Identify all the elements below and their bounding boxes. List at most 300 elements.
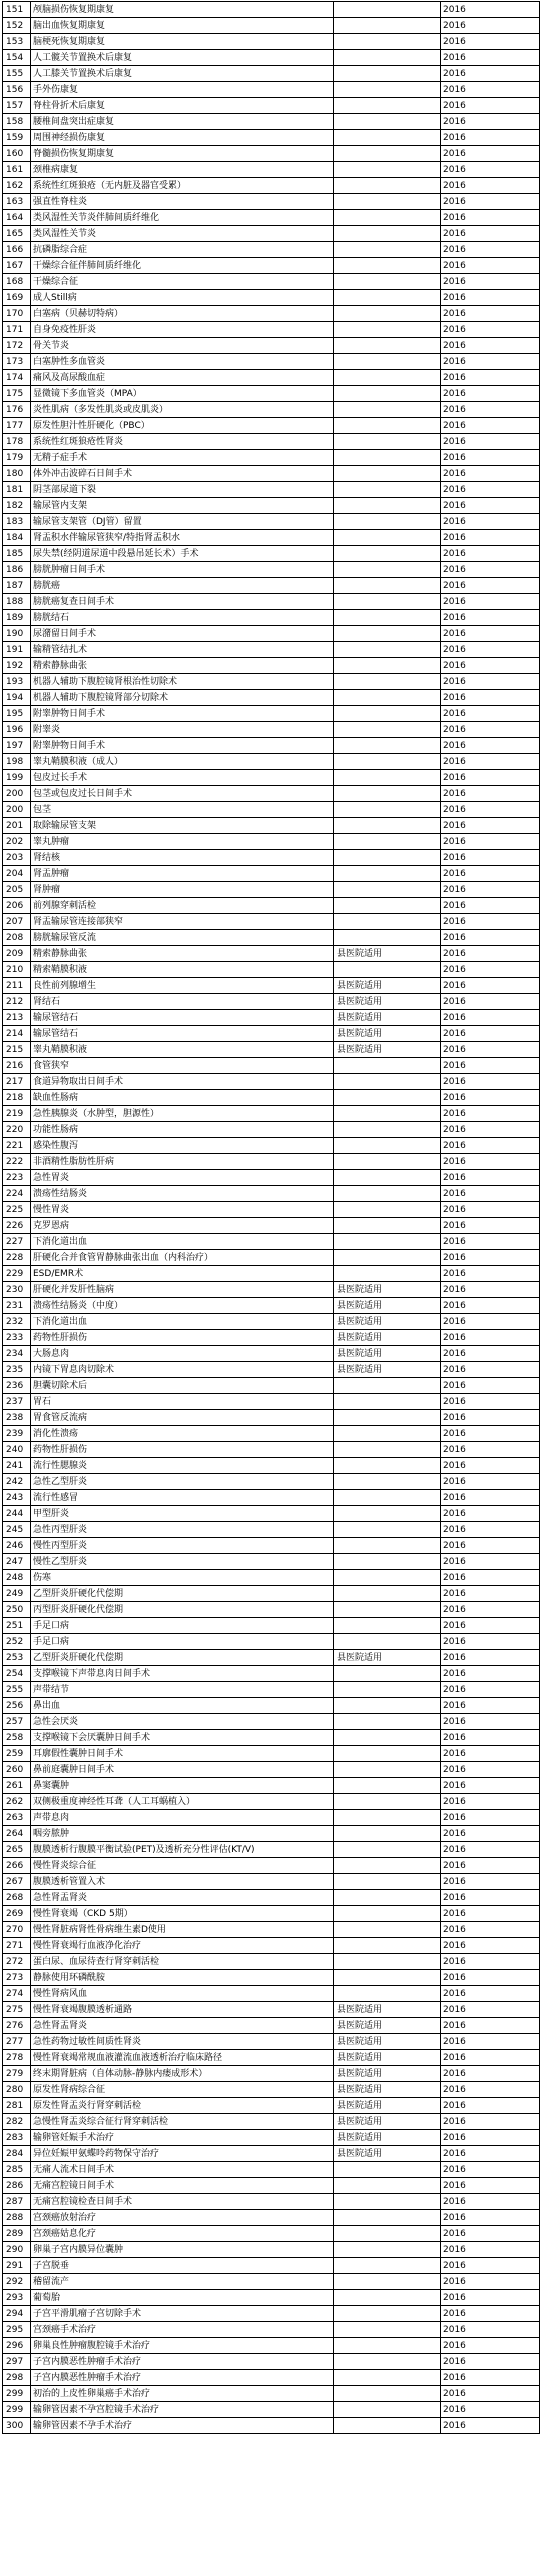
table-row	[3, 370, 540, 386]
pathway-name-cell: 急性丙型肝炎	[31, 1522, 334, 1538]
pathway-name-cell: 慢性肾衰竭（CKD 5期）	[31, 1906, 334, 1922]
table-row	[3, 1538, 540, 1554]
pathway-name-cell: 乙型肝炎肝硬化代偿期	[31, 1586, 334, 1602]
row-number-cell: 247	[3, 1554, 31, 1570]
pathway-name-cell: 慢性肾衰竭常规血液灌流血液透析治疗临床路径	[31, 2050, 334, 2066]
table-row	[3, 1218, 540, 1234]
row-number-cell: 182	[3, 498, 31, 514]
year-cell: 2016	[441, 738, 540, 754]
row-number-cell: 154	[3, 50, 31, 66]
row-number-cell: 241	[3, 1458, 31, 1474]
applicability-note-cell	[334, 1378, 441, 1394]
row-number-cell: 180	[3, 466, 31, 482]
applicability-note-cell	[334, 1938, 441, 1954]
table-body	[3, 2, 540, 2434]
pathway-name-cell: 急性药物过敏性间质性肾炎	[31, 2034, 334, 2050]
pathway-name-cell: 宫颈癌姑息化疗	[31, 2226, 334, 2242]
table-row	[3, 1282, 540, 1298]
pathway-name-cell: 葡萄胎	[31, 2290, 334, 2306]
year-cell: 2016	[441, 146, 540, 162]
pathway-name-cell: 乙型肝炎肝硬化代偿期	[31, 1650, 334, 1666]
table-row	[3, 610, 540, 626]
pathway-name-cell: 颅脑损伤恢复期康复	[31, 2, 334, 18]
row-number-cell: 221	[3, 1138, 31, 1154]
applicability-note-cell	[334, 1122, 441, 1138]
pathway-name-cell: 包茎	[31, 802, 334, 818]
row-number-cell: 213	[3, 1010, 31, 1026]
year-cell: 2016	[441, 434, 540, 450]
year-cell: 2016	[441, 674, 540, 690]
row-number-cell: 188	[3, 594, 31, 610]
pathway-name-cell: 卵巢良性肿瘤腹腔镜手术治疗	[31, 2338, 334, 2354]
year-cell: 2016	[441, 1314, 540, 1330]
table-row	[3, 82, 540, 98]
row-number-cell: 217	[3, 1074, 31, 1090]
year-cell: 2016	[441, 2178, 540, 2194]
row-number-cell: 159	[3, 130, 31, 146]
pathway-name-cell: 无痛宫腔镜检查日间手术	[31, 2194, 334, 2210]
table-row	[3, 1330, 540, 1346]
applicability-note-cell	[334, 2322, 441, 2338]
year-cell: 2016	[441, 1634, 540, 1650]
row-number-cell: 186	[3, 562, 31, 578]
row-number-cell: 226	[3, 1218, 31, 1234]
applicability-note-cell	[334, 402, 441, 418]
row-number-cell: 196	[3, 722, 31, 738]
table-row	[3, 770, 540, 786]
applicability-note-cell: 县医院适用	[334, 2050, 441, 2066]
year-cell: 2016	[441, 514, 540, 530]
year-cell: 2016	[441, 2162, 540, 2178]
table-row	[3, 2226, 540, 2242]
year-cell: 2016	[441, 2402, 540, 2418]
applicability-note-cell: 县医院适用	[334, 1010, 441, 1026]
applicability-note-cell	[334, 562, 441, 578]
row-number-cell: 294	[3, 2306, 31, 2322]
row-number-cell: 282	[3, 2114, 31, 2130]
pathway-name-cell: 附睾肿物日间手术	[31, 738, 334, 754]
applicability-note-cell	[334, 530, 441, 546]
table-row	[3, 1986, 540, 2002]
pathway-name-cell: 胃石	[31, 1394, 334, 1410]
applicability-note-cell	[334, 914, 441, 930]
pathway-name-cell: 终末期肾脏病（自体动脉-静脉内瘘成形术）	[31, 2066, 334, 2082]
row-number-cell: 200	[3, 802, 31, 818]
applicability-note-cell	[334, 386, 441, 402]
pathway-name-cell: 类风湿性关节炎	[31, 226, 334, 242]
pathway-name-cell: 鼻出血	[31, 1698, 334, 1714]
pathway-name-cell: 食道异物取出日间手术	[31, 1074, 334, 1090]
pathway-name-cell: 输尿管结石	[31, 1026, 334, 1042]
row-number-cell: 261	[3, 1778, 31, 1794]
table-row	[3, 418, 540, 434]
row-number-cell: 259	[3, 1746, 31, 1762]
applicability-note-cell	[334, 818, 441, 834]
table-row	[3, 1266, 540, 1282]
year-cell: 2016	[441, 562, 540, 578]
row-number-cell: 227	[3, 1234, 31, 1250]
row-number-cell: 295	[3, 2322, 31, 2338]
row-number-cell: 157	[3, 98, 31, 114]
applicability-note-cell	[334, 1442, 441, 1458]
year-cell: 2016	[441, 1042, 540, 1058]
table-row	[3, 2130, 540, 2146]
pathway-name-cell: 慢性肾衰竭行血液净化治疗	[31, 1938, 334, 1954]
year-cell: 2016	[441, 1938, 540, 1954]
row-number-cell: 262	[3, 1794, 31, 1810]
year-cell: 2016	[441, 354, 540, 370]
applicability-note-cell	[334, 1090, 441, 1106]
row-number-cell: 299	[3, 2402, 31, 2418]
applicability-note-cell	[334, 658, 441, 674]
pathway-name-cell: 自身免疫性肝炎	[31, 322, 334, 338]
applicability-note-cell	[334, 258, 441, 274]
year-cell: 2016	[441, 834, 540, 850]
table-row	[3, 898, 540, 914]
row-number-cell: 225	[3, 1202, 31, 1218]
pathway-name-cell: 包皮过长手术	[31, 770, 334, 786]
table-row	[3, 754, 540, 770]
row-number-cell: 276	[3, 2018, 31, 2034]
row-number-cell: 260	[3, 1762, 31, 1778]
applicability-note-cell	[334, 1586, 441, 1602]
table-row	[3, 962, 540, 978]
row-number-cell: 214	[3, 1026, 31, 1042]
applicability-note-cell	[334, 514, 441, 530]
pathway-name-cell: 子宫内膜恶性肿瘤手术治疗	[31, 2354, 334, 2370]
pathway-name-cell: 输卵管妊娠手术治疗	[31, 2130, 334, 2146]
pathway-name-cell: 人工髋关节置换术后康复	[31, 50, 334, 66]
year-cell: 2016	[441, 610, 540, 626]
pathway-name-cell: 脊柱骨折术后康复	[31, 98, 334, 114]
applicability-note-cell	[334, 1842, 441, 1858]
year-cell: 2016	[441, 2418, 540, 2434]
row-number-cell: 170	[3, 306, 31, 322]
year-cell: 2016	[441, 370, 540, 386]
applicability-note-cell	[334, 1954, 441, 1970]
pathway-name-cell: 系统性红斑狼疮（无内脏及器官受累）	[31, 178, 334, 194]
pathway-name-cell: 输卵管因素不孕手术治疗	[31, 2418, 334, 2434]
pathway-name-cell: 宫颈癌放射治疗	[31, 2210, 334, 2226]
table-row	[3, 402, 540, 418]
row-number-cell: 202	[3, 834, 31, 850]
pathway-name-cell: 慢性肾炎综合征	[31, 1858, 334, 1874]
pathway-name-cell: 咽旁脓肿	[31, 1826, 334, 1842]
row-number-cell: 200	[3, 786, 31, 802]
table-row	[3, 146, 540, 162]
pathway-name-cell: 系统性红斑狼疮性肾炎	[31, 434, 334, 450]
row-number-cell: 299	[3, 2386, 31, 2402]
row-number-cell: 280	[3, 2082, 31, 2098]
row-number-cell: 222	[3, 1154, 31, 1170]
year-cell: 2016	[441, 34, 540, 50]
applicability-note-cell	[334, 1250, 441, 1266]
row-number-cell: 237	[3, 1394, 31, 1410]
table-row	[3, 1522, 540, 1538]
row-number-cell: 246	[3, 1538, 31, 1554]
applicability-note-cell: 县医院适用	[334, 2066, 441, 2082]
year-cell: 2016	[441, 1794, 540, 1810]
row-number-cell: 238	[3, 1410, 31, 1426]
applicability-note-cell	[334, 738, 441, 754]
applicability-note-cell	[334, 338, 441, 354]
table-row	[3, 738, 540, 754]
table-row	[3, 562, 540, 578]
year-cell: 2016	[441, 1778, 540, 1794]
applicability-note-cell	[334, 82, 441, 98]
applicability-note-cell	[334, 1794, 441, 1810]
applicability-note-cell	[334, 290, 441, 306]
applicability-note-cell	[334, 1602, 441, 1618]
table-row	[3, 1010, 540, 1026]
table-row	[3, 2402, 540, 2418]
table-row	[3, 674, 540, 690]
applicability-note-cell	[334, 1970, 441, 1986]
pathway-name-cell: 手外伤康复	[31, 82, 334, 98]
pathway-name-cell: 膀胱癌复查日间手术	[31, 594, 334, 610]
table-row	[3, 1826, 540, 1842]
applicability-note-cell	[334, 1682, 441, 1698]
pathway-name-cell: 膀胱肿瘤日间手术	[31, 562, 334, 578]
pathway-name-cell: 输精管结扎术	[31, 642, 334, 658]
pathway-name-cell: 药物性肝损伤	[31, 1330, 334, 1346]
table-row	[3, 1858, 540, 1874]
row-number-cell: 239	[3, 1426, 31, 1442]
table-row	[3, 866, 540, 882]
row-number-cell: 210	[3, 962, 31, 978]
pathway-name-cell: 附睾炎	[31, 722, 334, 738]
year-cell: 2016	[441, 1266, 540, 1282]
row-number-cell: 245	[3, 1522, 31, 1538]
table-row	[3, 834, 540, 850]
year-cell: 2016	[441, 1474, 540, 1490]
year-cell: 2016	[441, 1906, 540, 1922]
table-row	[3, 850, 540, 866]
applicability-note-cell	[334, 2274, 441, 2290]
row-number-cell: 298	[3, 2370, 31, 2386]
row-number-cell: 208	[3, 930, 31, 946]
row-number-cell: 233	[3, 1330, 31, 1346]
table-row	[3, 434, 540, 450]
year-cell: 2016	[441, 530, 540, 546]
pathway-name-cell: 附睾肿物日间手术	[31, 706, 334, 722]
applicability-note-cell	[334, 418, 441, 434]
applicability-note-cell	[334, 1426, 441, 1442]
year-cell: 2016	[441, 242, 540, 258]
row-number-cell: 206	[3, 898, 31, 914]
applicability-note-cell	[334, 770, 441, 786]
table-row	[3, 1250, 540, 1266]
row-number-cell: 289	[3, 2226, 31, 2242]
pathway-name-cell: 睾丸鞘膜积液	[31, 1042, 334, 1058]
applicability-note-cell	[334, 1474, 441, 1490]
table-row	[3, 2354, 540, 2370]
year-cell: 2016	[441, 1538, 540, 1554]
row-number-cell: 156	[3, 82, 31, 98]
year-cell: 2016	[441, 498, 540, 514]
applicability-note-cell	[334, 2242, 441, 2258]
year-cell: 2016	[441, 2242, 540, 2258]
pathway-name-cell: 感染性腹泻	[31, 1138, 334, 1154]
year-cell: 2016	[441, 18, 540, 34]
pathway-name-cell: 肾盂积水伴输尿管狭窄/特指肾盂积水	[31, 530, 334, 546]
year-cell: 2016	[441, 578, 540, 594]
year-cell: 2016	[441, 2258, 540, 2274]
pathway-name-cell: 腰椎间盘突出症康复	[31, 114, 334, 130]
table-row	[3, 1346, 540, 1362]
pathway-name-cell: 人工膝关节置换术后康复	[31, 66, 334, 82]
pathway-name-cell: 急性胃炎	[31, 1170, 334, 1186]
table-row	[3, 1810, 540, 1826]
year-cell: 2016	[441, 1922, 540, 1938]
table-row	[3, 2274, 540, 2290]
pathway-name-cell: 静脉使用环磷酰胺	[31, 1970, 334, 1986]
pathway-name-cell: 精索静脉曲张	[31, 946, 334, 962]
pathway-name-cell: 药物性肝损伤	[31, 1442, 334, 1458]
pathway-name-cell: 子宫内膜恶性肿瘤手术治疗	[31, 2370, 334, 2386]
table-row	[3, 594, 540, 610]
year-cell: 2016	[441, 2002, 540, 2018]
pathway-name-cell: 下消化道出血	[31, 1234, 334, 1250]
year-cell: 2016	[441, 1698, 540, 1714]
pathway-name-cell: 阴茎部尿道下裂	[31, 482, 334, 498]
table-row	[3, 498, 540, 514]
applicability-note-cell	[334, 1074, 441, 1090]
table-row	[3, 1506, 540, 1522]
year-cell: 2016	[441, 1378, 540, 1394]
row-number-cell: 173	[3, 354, 31, 370]
pathway-name-cell: 肾结核	[31, 850, 334, 866]
row-number-cell: 236	[3, 1378, 31, 1394]
table-row	[3, 354, 540, 370]
table-row	[3, 2338, 540, 2354]
row-number-cell: 242	[3, 1474, 31, 1490]
applicability-note-cell	[334, 482, 441, 498]
table-row	[3, 1474, 540, 1490]
applicability-note-cell	[334, 66, 441, 82]
table-row	[3, 1762, 540, 1778]
table-row	[3, 1410, 540, 1426]
applicability-note-cell: 县医院适用	[334, 2114, 441, 2130]
pathway-name-cell: 慢性肾衰竭腹膜透析通路	[31, 2002, 334, 2018]
table-row	[3, 818, 540, 834]
year-cell: 2016	[441, 2082, 540, 2098]
table-row	[3, 1442, 540, 1458]
year-cell: 2016	[441, 2, 540, 18]
row-number-cell: 244	[3, 1506, 31, 1522]
row-number-cell: 286	[3, 2178, 31, 2194]
table-row	[3, 226, 540, 242]
table-row	[3, 50, 540, 66]
table-row	[3, 162, 540, 178]
pathway-name-cell: 流行性感冒	[31, 1490, 334, 1506]
row-number-cell: 256	[3, 1698, 31, 1714]
table-row	[3, 2066, 540, 2082]
applicability-note-cell	[334, 1570, 441, 1586]
year-cell: 2016	[441, 1522, 540, 1538]
table-row	[3, 2306, 540, 2322]
row-number-cell: 162	[3, 178, 31, 194]
applicability-note-cell	[334, 2162, 441, 2178]
year-cell: 2016	[441, 770, 540, 786]
row-number-cell: 264	[3, 1826, 31, 1842]
pathway-name-cell: 原发性肾盂炎行肾穿刺活检	[31, 2098, 334, 2114]
pathway-name-cell: 急性乙型肝炎	[31, 1474, 334, 1490]
applicability-note-cell	[334, 1890, 441, 1906]
row-number-cell: 164	[3, 210, 31, 226]
year-cell: 2016	[441, 1106, 540, 1122]
year-cell: 2016	[441, 50, 540, 66]
applicability-note-cell	[334, 1138, 441, 1154]
pathway-name-cell: 伤寒	[31, 1570, 334, 1586]
year-cell: 2016	[441, 818, 540, 834]
table-row	[3, 2194, 540, 2210]
row-number-cell: 219	[3, 1106, 31, 1122]
row-number-cell: 166	[3, 242, 31, 258]
year-cell: 2016	[441, 1554, 540, 1570]
row-number-cell: 198	[3, 754, 31, 770]
table-row	[3, 194, 540, 210]
pathway-name-cell: 显微镜下多血管炎（MPA）	[31, 386, 334, 402]
pathway-name-cell: 非酒精性脂肪性肝病	[31, 1154, 334, 1170]
row-number-cell: 252	[3, 1634, 31, 1650]
table-row	[3, 1618, 540, 1634]
table-row	[3, 1874, 540, 1890]
pathway-name-cell: 手足口病	[31, 1618, 334, 1634]
pathway-name-cell: 精索鞘膜积液	[31, 962, 334, 978]
year-cell: 2016	[441, 2226, 540, 2242]
year-cell: 2016	[441, 786, 540, 802]
table-row	[3, 274, 540, 290]
pathway-name-cell: 输尿管支架管（DJ管）留置	[31, 514, 334, 530]
table-row	[3, 722, 540, 738]
applicability-note-cell	[334, 2354, 441, 2370]
year-cell: 2016	[441, 2146, 540, 2162]
row-number-cell: 215	[3, 1042, 31, 1058]
pathway-name-cell: 机器人辅助下腹腔镜肾根治性切除术	[31, 674, 334, 690]
year-cell: 2016	[441, 658, 540, 674]
table-row	[3, 1378, 540, 1394]
table-row	[3, 2370, 540, 2386]
table-row	[3, 2082, 540, 2098]
row-number-cell: 277	[3, 2034, 31, 2050]
pathway-name-cell: 子宫平滑肌瘤子宫切除手术	[31, 2306, 334, 2322]
year-cell: 2016	[441, 930, 540, 946]
pathway-name-cell: 急性胰腺炎（水肿型，胆源性）	[31, 1106, 334, 1122]
row-number-cell: 249	[3, 1586, 31, 1602]
year-cell: 2016	[441, 1138, 540, 1154]
applicability-note-cell	[334, 1490, 441, 1506]
year-cell: 2016	[441, 210, 540, 226]
table-row	[3, 2178, 540, 2194]
table-row	[3, 466, 540, 482]
pathway-name-cell: 甲型肝炎	[31, 1506, 334, 1522]
row-number-cell: 250	[3, 1602, 31, 1618]
pathway-name-cell: 肝硬化合并食管胃静脉曲张出血（内科治疗）	[31, 1250, 334, 1266]
row-number-cell: 189	[3, 610, 31, 626]
row-number-cell: 204	[3, 866, 31, 882]
pathway-name-cell: 周围神经损伤康复	[31, 130, 334, 146]
year-cell: 2016	[441, 130, 540, 146]
applicability-note-cell	[334, 1922, 441, 1938]
applicability-note-cell	[334, 578, 441, 594]
table-row	[3, 2034, 540, 2050]
year-cell: 2016	[441, 466, 540, 482]
year-cell: 2016	[441, 2370, 540, 2386]
applicability-note-cell	[334, 1522, 441, 1538]
row-number-cell: 190	[3, 626, 31, 642]
pathway-name-cell: 睾丸肿瘤	[31, 834, 334, 850]
